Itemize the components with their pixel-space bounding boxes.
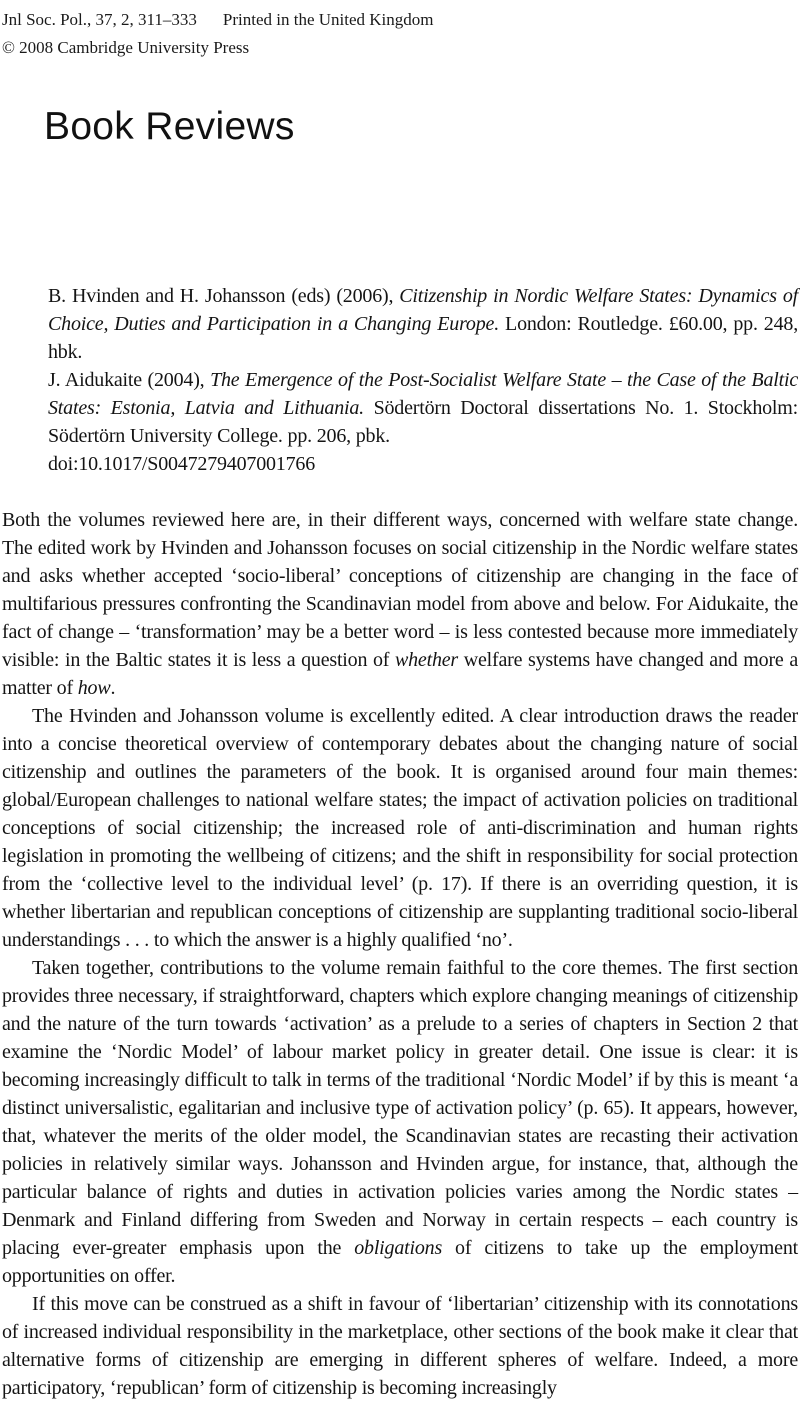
review-paragraph-segment: Taken together, contributions to the volume remain faithful to the core themes. The first section provides three necessary, if straightforward, chapters which explore changing meanings of citizenship and the nature of the turn towards ‘activation’ as a prelude to a series of chapters in Section 2 that examine the ‘Nordic Model’ of labour market policy in greater detail. One issue is clear: it is becoming increasingly difficult to talk in terms of the traditional ‘Nordic Model’ if by this is meant ‘a distinct universalistic, egalitarian and inclusive type of activation policy’ (p. 65). It appears, however, that, whatever the merits of the older model, the Scandinavian states are recasting their activation policies in relatively similar ways. Johansson and Hvinden argue, for instance, that, although the particular balance of rights and duties in activation policies varies among the Nordic states – Denmark and Finland differing from Sweden and Norway in certain respects – each country is placing ever-greater emphasis upon the bbox=[2, 957, 798, 1259]
running-header bbox=[0, 0, 800, 62]
review-body-text bbox=[0, 506, 800, 1402]
citation-entry-segment: B. Hvinden and H. Johansson (eds) (2006), bbox=[48, 285, 400, 307]
citation-entry-italic-segment: Citizenship in Nordic Welfare States: Dynamics of Choice, Duties and Participation in a Changing Europe. bbox=[48, 285, 798, 335]
citation-entry-segment: Södertörn Doctoral dissertations No. 1. Stockholm: Södertörn University College. pp. 206, pbk. bbox=[48, 397, 799, 447]
citation-entry-segment: London: Routledge. £60.00, pp. 248, hbk. bbox=[48, 313, 799, 363]
citation-entry bbox=[48, 282, 798, 366]
review-paragraph-italic-segment: how bbox=[77, 677, 111, 699]
review-paragraph bbox=[2, 1290, 798, 1402]
journal-reference: Jnl Soc. Pol., 37, 2, 311–333 bbox=[2, 10, 197, 29]
page-title: Book Reviews bbox=[44, 105, 295, 148]
copyright-notice: © 2008 Cambridge University Press bbox=[2, 38, 250, 57]
review-paragraph-segment: welfare systems have changed and more a matter of bbox=[2, 649, 799, 699]
running-header-line bbox=[2, 6, 798, 34]
citation-block bbox=[48, 282, 800, 478]
review-paragraph bbox=[2, 702, 798, 954]
review-paragraph bbox=[2, 954, 798, 1290]
review-paragraph bbox=[2, 506, 798, 702]
citation-entry bbox=[48, 450, 798, 478]
review-paragraph-segment: . bbox=[110, 677, 116, 699]
citation-entry bbox=[48, 366, 798, 450]
citation-entry-segment: doi:10.1017/S0047279407001766 bbox=[48, 453, 315, 475]
review-paragraph-segment: of citizens to take up the employment opportunities on offer. bbox=[2, 1237, 798, 1287]
review-paragraph-segment: If this move can be construed as a shift in favour of ‘libertarian’ citizenship with its connotations of increased individual responsibility in the marketplace, other sections of the book make it clear that alternative forms of citizenship are emerging in different spheres of welfare. Indeed, a more participatory, ‘republican’ form of citizenship is becoming increasingly bbox=[2, 1293, 798, 1399]
printed-in-note: Printed in the United Kingdom bbox=[222, 10, 434, 29]
review-paragraph-segment: Both the volumes reviewed here are, in their different ways, concerned with welfare state change. The edited work by Hvinden and Johansson focuses on social citizenship in the Nordic welfare states and asks whether accepted ‘socio-liberal’ conceptions of citizenship are changing in the face of multifarious pressures confronting the Scandinavian model from above and below. For Aidukaite, the fact of change – ‘transformation’ may be a better word – is less contested because more immediately visible: in the Baltic states it is less a question of bbox=[2, 509, 798, 671]
review-paragraph-segment: The Hvinden and Johansson volume is excellently edited. A clear introduction draws the reader into a concise theoretical overview of contemporary debates about the changing nature of social citizenship and outlines the parameters of the book. It is organised around four main themes: global/European challenges to national welfare states; the impact of activation policies on traditional conceptions of social citizenship; the increased role of anti-discrimination and human rights legislation in promoting the wellbeing of citizens; and the shift in responsibility for social protection from the ‘collective level to the individual level’ (p. 17). If there is an overriding question, it is whether libertarian and republican conceptions of citizenship are supplanting traditional socio-liberal understandings . . . to which the answer is a highly qualified ‘no’. bbox=[2, 705, 798, 951]
citation-entry-italic-segment: The Emergence of the Post-Socialist Welfare State – the Case of the Baltic States: Estonia, Latvia and Lithuania. bbox=[48, 369, 799, 419]
citation-entry-segment: J. Aidukaite (2004), bbox=[48, 369, 211, 391]
review-paragraph-italic-segment: whether bbox=[394, 649, 459, 671]
review-paragraph-italic-segment: obligations bbox=[354, 1237, 443, 1259]
